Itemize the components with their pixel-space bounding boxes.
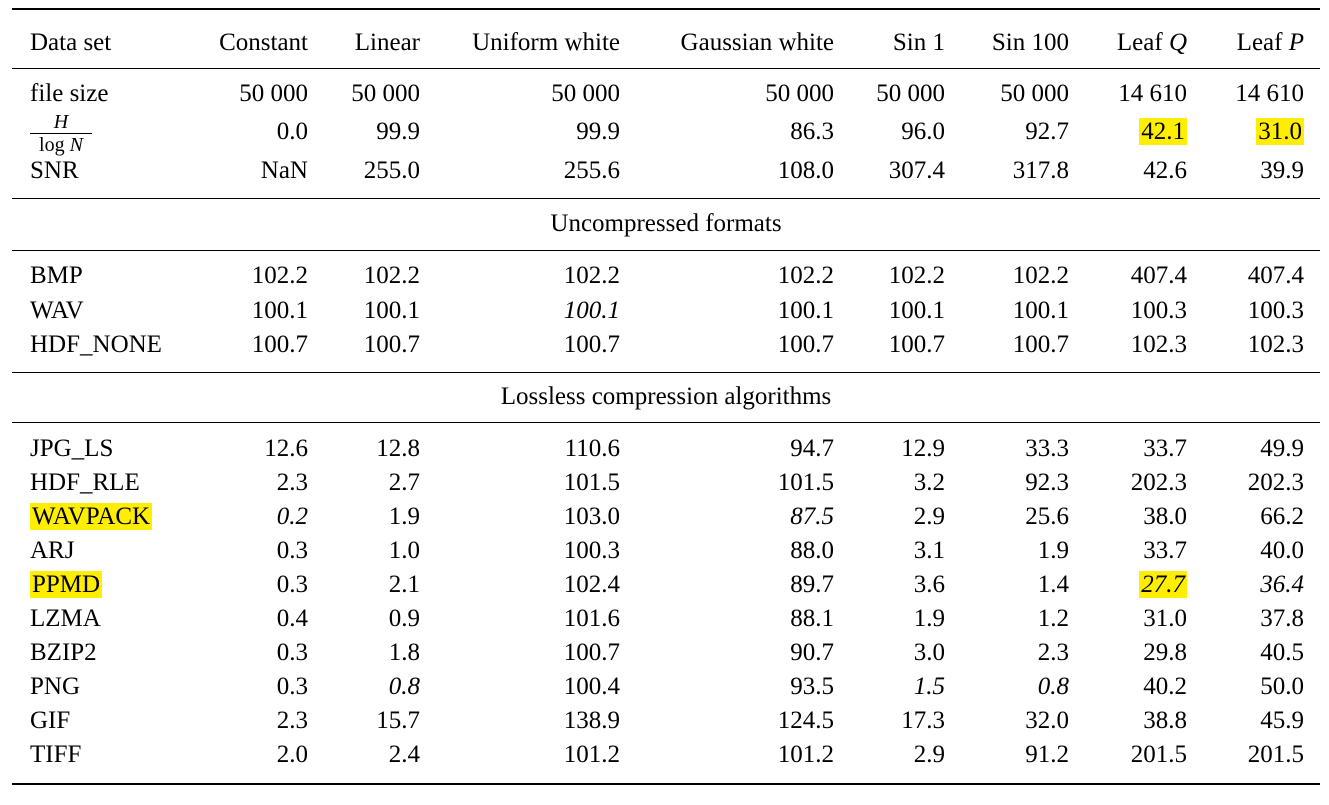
section-title-lossless: Lossless compression algorithms [500, 383, 832, 410]
row-arj-value: 40.0 [1260, 537, 1304, 564]
col-header-gaussian-white: Gaussian white [680, 29, 834, 56]
row-wavpack-value: 66.2 [1260, 503, 1304, 530]
snr-value: 307.4 [888, 157, 945, 184]
row-hdf-rle-value: 3.2 [913, 469, 945, 496]
row-tiff-value: 2.4 [388, 741, 420, 768]
snr-value: 39.9 [1260, 157, 1304, 184]
row-hdf-rle-value: 202.3 [1130, 469, 1187, 496]
row-label-tiff: TIFF [30, 741, 82, 768]
row-bzip2-value: 40.5 [1260, 639, 1304, 666]
row-wavpack-value: 87.5 [790, 503, 834, 530]
entropy-value: 99.9 [576, 118, 620, 145]
row-label-snr: SNR [30, 157, 79, 184]
row-tiff-value: 201.5 [1130, 741, 1187, 768]
row-bmp-value: 407.4 [1130, 262, 1187, 289]
file-size-value: 14 610 [1235, 80, 1304, 107]
row-label-wav: WAV [30, 297, 84, 324]
row-lzma-value: 37.8 [1260, 605, 1304, 632]
row-arj-value: 33.7 [1143, 537, 1187, 564]
row-png-value: 100.4 [563, 673, 620, 700]
entropy-ratio-label: $\frac{H}{\text{log N}}$ [30, 112, 92, 155]
row-ppmd-value: 27.7 [1141, 571, 1185, 598]
row-arj-value: 1.0 [388, 537, 420, 564]
row-label-wavpack: WAVPACK [32, 503, 151, 530]
row-lzma-value: 0.4 [276, 605, 308, 632]
col-header-leaf-q: Leaf Q [1116, 29, 1187, 56]
row-gif-value: 124.5 [777, 707, 834, 734]
row-bmp-value: 407.4 [1247, 262, 1304, 289]
file-size-value: 50 000 [765, 80, 834, 107]
row-jpg-ls-value: 12.9 [901, 435, 945, 462]
row-bzip2-value: 0.3 [276, 639, 308, 666]
row-wav-value: 100.1 [251, 297, 308, 324]
row-ppmd-value: 0.3 [276, 571, 308, 598]
row-jpg-ls-value: 49.9 [1260, 435, 1304, 462]
row-bmp-value: 102.2 [777, 262, 834, 289]
row-jpg-ls-value: 12.6 [264, 435, 308, 462]
entropy-value: 96.0 [901, 118, 945, 145]
row-gif-value: 45.9 [1260, 707, 1304, 734]
row-label-hdf-none: HDF_NONE [30, 331, 162, 358]
row-lzma-value: 1.9 [913, 605, 945, 632]
row-bmp-value: 102.2 [251, 262, 308, 289]
row-tiff-value: 201.5 [1247, 741, 1304, 768]
row-jpg-ls-value: 33.3 [1025, 435, 1069, 462]
row-tiff-value: 2.0 [276, 741, 308, 768]
snr-value: 255.6 [563, 157, 620, 184]
row-lzma-value: 101.6 [563, 605, 620, 632]
row-bmp-value: 102.2 [363, 262, 420, 289]
row-jpg-ls-value: 12.8 [376, 435, 420, 462]
entropy-value: 42.1 [1141, 118, 1185, 145]
row-label-arj: ARJ [30, 537, 75, 564]
row-hdf-rle-value: 2.7 [388, 469, 420, 496]
row-label-png: PNG [30, 673, 81, 700]
row-wavpack-value: 25.6 [1025, 503, 1069, 530]
row-hdf-rle-value: 92.3 [1025, 469, 1069, 496]
row-arj-value: 100.3 [563, 537, 620, 564]
row-tiff-value: 91.2 [1025, 741, 1069, 768]
row-tiff-value: 101.2 [777, 741, 834, 768]
row-ppmd-value: 102.4 [563, 571, 620, 598]
row-hdf-none-value: 100.7 [888, 331, 945, 358]
file-size-value: 50 000 [1000, 80, 1069, 107]
row-png-value: 50.0 [1260, 673, 1304, 700]
row-bmp-value: 102.2 [1012, 262, 1069, 289]
leaf-q-symbol: Q [1168, 29, 1187, 56]
row-wav-value: 100.1 [363, 297, 420, 324]
row-png-value: 1.5 [913, 673, 945, 700]
file-size-value: 50 000 [551, 80, 620, 107]
file-size-value: 50 000 [239, 80, 308, 107]
row-tiff-value: 101.2 [563, 741, 620, 768]
row-ppmd-value: 3.6 [913, 571, 945, 598]
row-wav-value: 100.1 [563, 297, 620, 324]
row-label-ppmd: PPMD [32, 571, 101, 598]
snr-value: NaN [260, 157, 308, 184]
row-lzma-value: 88.1 [790, 605, 834, 632]
row-label-jpg-ls: JPG_LS [30, 435, 114, 462]
row-lzma-value: 1.2 [1037, 605, 1069, 632]
row-hdf-none-value: 100.7 [1012, 331, 1069, 358]
row-hdf-rle-value: 101.5 [563, 469, 620, 496]
section-rule-lossless-bottom [12, 422, 1320, 423]
col-header-leaf-p: Leaf P [1236, 29, 1304, 56]
row-wav-value: 100.3 [1130, 297, 1187, 324]
entropy-value: 31.0 [1258, 118, 1302, 145]
row-label-file-size: file size [30, 80, 109, 107]
row-tiff-value: 2.9 [913, 741, 945, 768]
row-wavpack-value: 103.0 [563, 503, 620, 530]
row-wavpack-value: 1.9 [388, 503, 420, 530]
col-header-sin-100: Sin 100 [991, 29, 1069, 56]
row-hdf-rle-value: 101.5 [777, 469, 834, 496]
row-bzip2-value: 2.3 [1037, 639, 1069, 666]
row-png-value: 40.2 [1143, 673, 1187, 700]
row-arj-value: 88.0 [790, 537, 834, 564]
row-bmp-value: 102.2 [888, 262, 945, 289]
row-ppmd-value: 89.7 [790, 571, 834, 598]
row-hdf-rle-value: 202.3 [1247, 469, 1304, 496]
section-rule-uncompressed-top [12, 198, 1320, 199]
row-wavpack-value: 38.0 [1143, 503, 1187, 530]
row-hdf-none-value: 102.3 [1130, 331, 1187, 358]
col-header-linear: Linear [354, 29, 420, 56]
section-title-uncompressed: Uncompressed formats [550, 210, 782, 237]
row-gif-value: 15.7 [376, 707, 420, 734]
section-rule-lossless-top [12, 372, 1320, 373]
row-lzma-value: 31.0 [1143, 605, 1187, 632]
col-header-data-set: Data set [30, 29, 112, 56]
bottom-rule [12, 783, 1320, 785]
row-jpg-ls-value: 33.7 [1143, 435, 1187, 462]
row-jpg-ls-value: 94.7 [790, 435, 834, 462]
row-bzip2-value: 100.7 [563, 639, 620, 666]
row-jpg-ls-value: 110.6 [564, 435, 620, 462]
row-label-bmp: BMP [30, 262, 83, 289]
snr-value: 108.0 [777, 157, 834, 184]
row-hdf-none-value: 100.7 [251, 331, 308, 358]
row-hdf-rle-value: 2.3 [276, 469, 308, 496]
row-png-value: 0.3 [276, 673, 308, 700]
row-wavpack-value: 0.2 [276, 503, 308, 530]
row-gif-value: 32.0 [1025, 707, 1069, 734]
row-label-lzma: LZMA [30, 605, 101, 632]
entropy-value: 86.3 [790, 118, 834, 145]
row-png-value: 0.8 [1037, 673, 1069, 700]
row-bmp-value: 102.2 [563, 262, 620, 289]
row-bzip2-value: 90.7 [790, 639, 834, 666]
row-gif-value: 38.8 [1143, 707, 1187, 734]
entropy-value: 0.0 [276, 118, 308, 145]
row-png-value: 0.8 [388, 673, 420, 700]
snr-value: 317.8 [1012, 157, 1069, 184]
file-size-value: 50 000 [351, 80, 420, 107]
row-wav-value: 100.1 [777, 297, 834, 324]
section-rule-uncompressed-bottom [12, 250, 1320, 251]
snr-value: 255.0 [363, 157, 420, 184]
row-arj-value: 3.1 [913, 537, 945, 564]
row-wav-value: 100.1 [888, 297, 945, 324]
row-label-gif: GIF [30, 707, 71, 734]
row-bzip2-value: 3.0 [913, 639, 945, 666]
top-rule [12, 8, 1320, 10]
row-ppmd-value: 1.4 [1037, 571, 1069, 598]
col-header-uniform-white: Uniform white [472, 29, 620, 56]
col-header-constant: Constant [219, 29, 308, 56]
entropy-value: 99.9 [376, 118, 420, 145]
row-lzma-value: 0.9 [388, 605, 420, 632]
row-bzip2-value: 29.8 [1143, 639, 1187, 666]
row-wav-value: 100.1 [1012, 297, 1069, 324]
snr-value: 42.6 [1143, 157, 1187, 184]
row-png-value: 93.5 [790, 673, 834, 700]
row-hdf-none-value: 100.7 [563, 331, 620, 358]
col-header-sin-1: Sin 1 [892, 29, 945, 56]
row-label-hdf-rle: HDF_RLE [30, 469, 140, 496]
row-hdf-none-value: 100.7 [363, 331, 420, 358]
row-gif-value: 17.3 [901, 707, 945, 734]
row-hdf-none-value: 102.3 [1247, 331, 1304, 358]
row-arj-value: 1.9 [1037, 537, 1069, 564]
entropy-value: 92.7 [1025, 118, 1069, 145]
row-bzip2-value: 1.8 [388, 639, 420, 666]
leaf-p-symbol: P [1288, 29, 1304, 56]
file-size-value: 14 610 [1118, 80, 1187, 107]
row-ppmd-value: 36.4 [1260, 571, 1304, 598]
row-label-bzip2: BZIP2 [30, 639, 97, 666]
row-gif-value: 138.9 [563, 707, 620, 734]
file-size-value: 50 000 [876, 80, 945, 107]
row-wav-value: 100.3 [1247, 297, 1304, 324]
row-hdf-none-value: 100.7 [777, 331, 834, 358]
row-arj-value: 0.3 [276, 537, 308, 564]
row-wavpack-value: 2.9 [913, 503, 945, 530]
row-ppmd-value: 2.1 [388, 571, 420, 598]
header-rule [12, 68, 1320, 69]
row-gif-value: 2.3 [276, 707, 308, 734]
